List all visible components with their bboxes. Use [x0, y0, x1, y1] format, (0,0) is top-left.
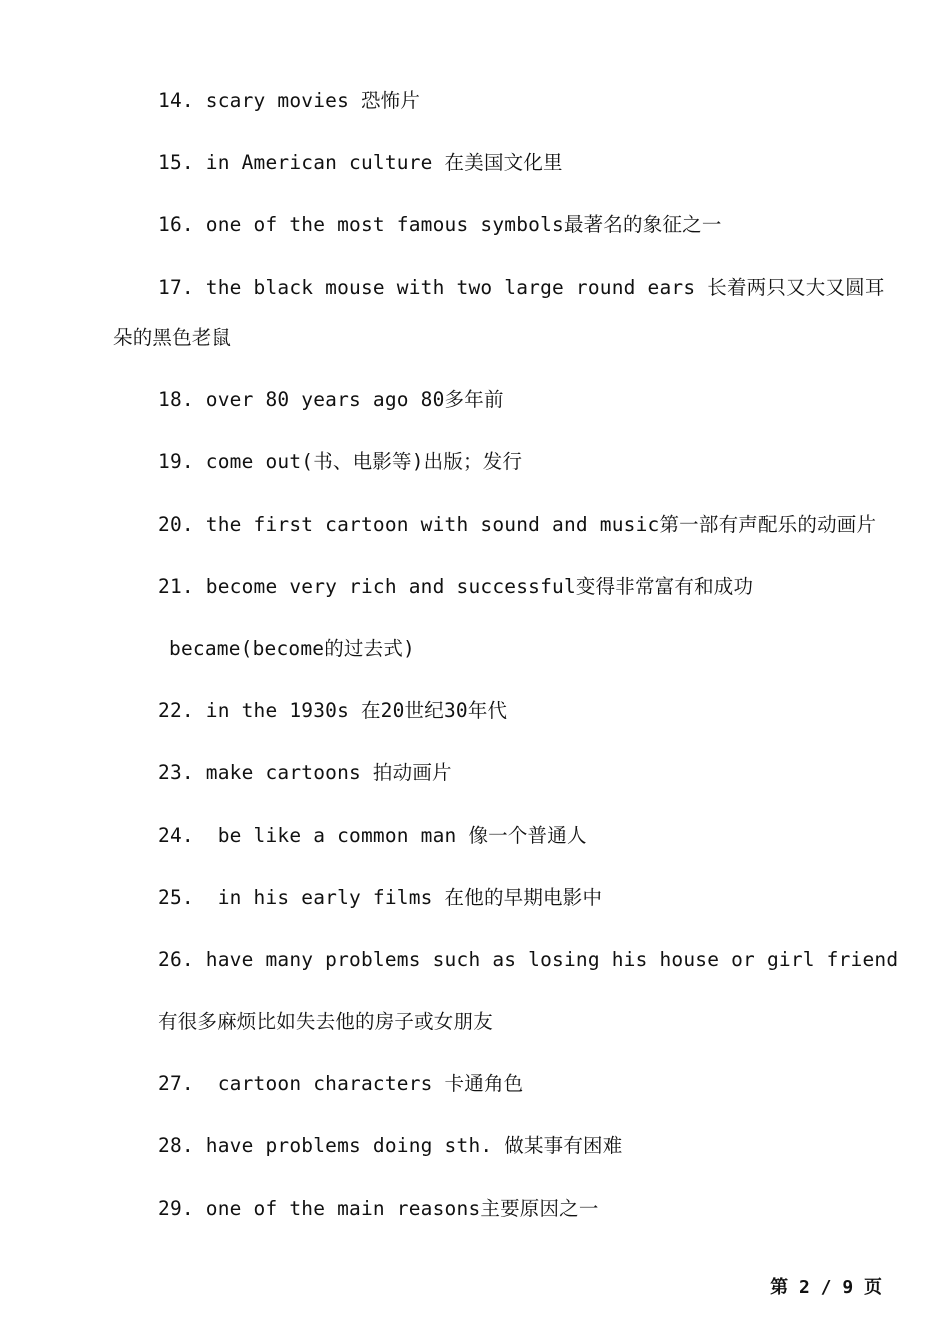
- vocab-item-19: 19. come out(书、电影等)出版；发行: [158, 450, 523, 473]
- vocab-item-26: 26. have many problems such as losing his house or girl friend: [158, 948, 899, 971]
- vocab-item-17: 17. the black mouse with two large round ears 长着两只又大又圆耳: [158, 276, 885, 299]
- vocab-item-23: 23. make cartoons 拍动画片: [158, 761, 452, 784]
- vocab-item-29: 29. one of the main reasons主要原因之一: [158, 1197, 599, 1220]
- vocab-item-21-note: became(become的过去式): [169, 637, 415, 660]
- page-number: 第 2 / 9 页: [770, 1277, 882, 1298]
- vocab-item-15: 15. in American culture 在美国文化里: [158, 151, 563, 174]
- vocab-item-25: 25. in his early films 在他的早期电影中: [158, 886, 603, 909]
- vocab-item-17-continuation: 朵的黑色老鼠: [113, 326, 232, 349]
- vocab-item-27: 27. cartoon characters 卡通角色: [158, 1072, 524, 1095]
- vocab-item-18: 18. over 80 years ago 80多年前: [158, 388, 504, 411]
- vocab-item-16: 16. one of the most famous symbols最著名的象征之一: [158, 213, 722, 236]
- vocab-item-26-translation: 有很多麻烦比如失去他的房子或女朋友: [158, 1010, 493, 1033]
- vocab-item-22: 22. in the 1930s 在20世纪30年代: [158, 699, 508, 722]
- vocab-item-20: 20. the first cartoon with sound and music第一部有声配乐的动画片: [158, 513, 877, 536]
- vocab-item-24: 24. be like a common man 像一个普通人: [158, 824, 587, 847]
- vocab-item-28: 28. have problems doing sth. 做某事有困难: [158, 1134, 623, 1157]
- vocab-item-21: 21. become very rich and successful变得非常富有和成功: [158, 575, 754, 598]
- vocab-item-14: 14. scary movies 恐怖片: [158, 89, 421, 112]
